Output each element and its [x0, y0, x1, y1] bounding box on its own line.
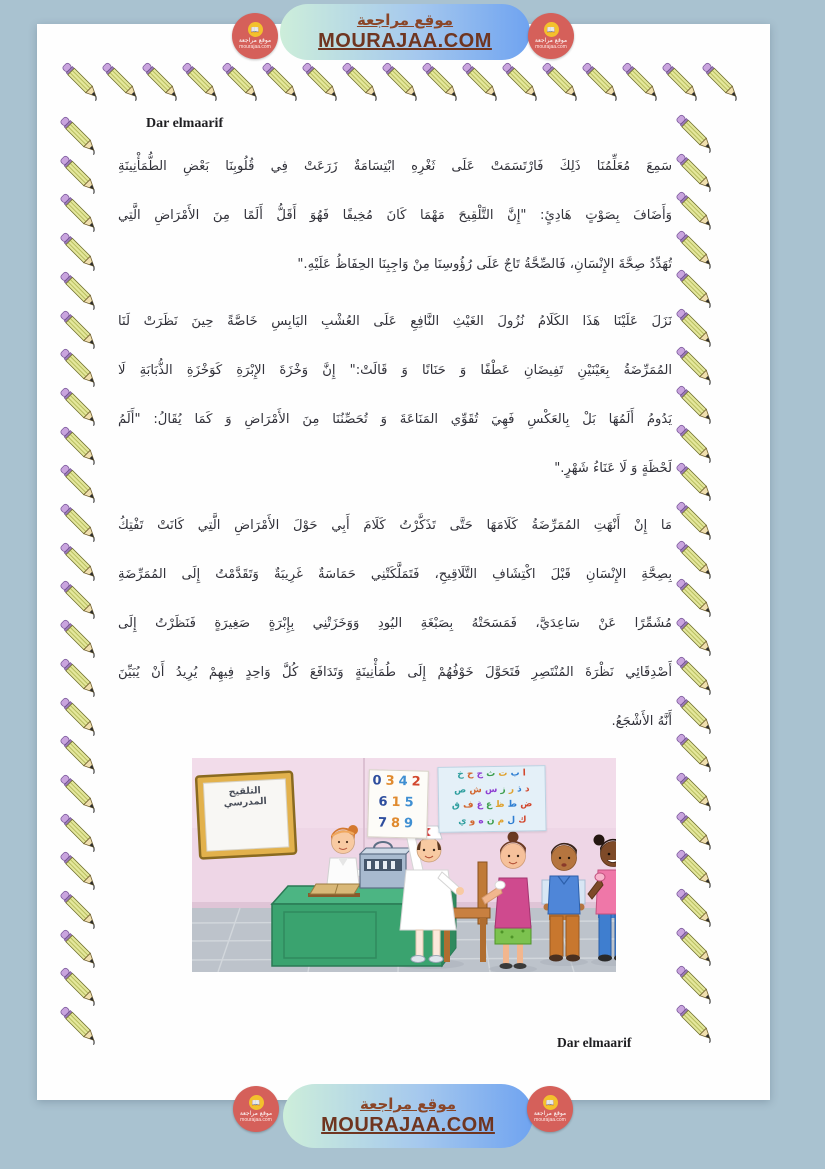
numbers-row: 789	[377, 815, 418, 832]
mourajaa-badge-header-left	[232, 13, 278, 59]
site-banner-header	[280, 4, 530, 60]
arabic-alphabet-poster	[437, 765, 546, 833]
badge-logo-icon: 📖	[249, 1095, 264, 1110]
mourajaa-badge-footer-left	[233, 1086, 279, 1132]
arabic-text-line: بِصِحَّةِ الإِنْسَانِ قَبْلَ اكْتِشَافِ التَّلَاقِيحِ، فَتَمَلَّكَتْنِي حَمَاسَةٌ غَرِيبَةٌ وَتَقَدَّمْتُ إِلَى المُمَرِّضَةِ	[118, 567, 672, 582]
arabic-text-line: نَزَلَ عَلَيْنَا هَذَا الكَلَامُ نُزُولَ الغَيْثِ النَّافِعِ عَلَى العُشْبِ اليَابِسِ خَاصَّةً حِينَ نَظَرَتْ لَنَا	[118, 314, 672, 329]
arabic-text-line: مُشَمِّرًا عَنْ سَاعِدَيَّ، فَمَسَحَتْهُ بِصَبْغَةِ اليُودِ وَوَخَزَتْنِي بِإِبْرَةٍ صَغِيرَةٍ فَنَظَرْتُ إِلَى	[118, 616, 672, 631]
publisher-credit-top: Dar elmaarif	[146, 116, 224, 131]
arabic-text-line: تُهَدِّدُ صِحَّةَ الإِنْسَانِ، فَالصِّحَّةُ تَاجٌ عَلَى رُؤُوسِنَا مِنْ وَاجِبِنَا الحِفَاظُ عَلَيْهِ."	[297, 257, 672, 272]
paragraph-3	[118, 501, 672, 746]
arabic-text-line: مَا إِنْ أَنْهَتِ المُمَرِّضَةُ كَلَامَهَا حَتَّى تَذَكَّرْتُ كَلَامَ أَبِي حَوْلَ الأَمْرَاضِ الَّتِي كَانَتْ تَفْتِكُ	[118, 518, 672, 533]
badge-arabic-text: موقع مراجعة	[238, 37, 272, 44]
badge-domain-text: mourajaa.com	[240, 1117, 272, 1123]
site-banner-footer	[283, 1084, 533, 1148]
arabic-text-line: أَنَّهُ الأَشْجَعُ.	[611, 714, 672, 729]
site-name-arabic[interactable]: موقع مراجعة	[359, 1095, 457, 1113]
badge-logo-icon: 📖	[543, 1095, 558, 1110]
alphabet-row: ا ب ت ث ج ح خ	[457, 768, 526, 780]
badge-arabic-text: موقع مراجعة	[239, 1110, 273, 1117]
arabic-text-line: أَصْدِقَائِي نَظْرَةَ المُنْتَصِرِ فَتَحَوَّلَ خَوْفُهُمْ إِلَى طُمَأْنِينَةٍ وَتَدَافَعَ كُلَّ وَاحِدٍ فِيهِمْ يُرِيدُ أَنْ يُبَيِّنَ	[118, 665, 672, 680]
vaccination-scene-illustration	[192, 758, 616, 972]
badge-logo-icon: 📖	[248, 22, 263, 37]
site-name-arabic[interactable]: موقع مراجعة	[356, 11, 454, 29]
arabic-text-line: وَأَضَافَ بِصَوْتٍ هَادِئٍ: "إِنَّ التَّلْقِيحَ مَهْمَا كَانَ مُخِيفًا فَهُوَ أَقَلُّ أَلَمًا مِنَ الأَمْرَاضِ الَّتِي	[118, 208, 672, 223]
arabic-text-line: لَحْظَةٍ وَ لَا عَنَاءُ شَهْرٍ."	[554, 461, 672, 476]
site-domain-link[interactable]: MOURAJAA.COM	[321, 1114, 495, 1136]
numbers-poster	[367, 769, 429, 839]
numbers-row: 0342	[372, 773, 425, 790]
arabic-text-line: يَدُومُ أَلَمُهَا بَلْ بِالعَكْسِ فَهِيَ تُقَوِّي المَنَاعَةَ وَ تُحَصِّنُنَا مِنَ الأَمْرَاضِ وَ كَمَا يُقَالُ: "أَلَمُ	[118, 412, 672, 427]
alphabet-row: ض ط ظ ع غ ف ق	[451, 799, 533, 811]
badge-arabic-text: موقع مراجعة	[533, 1110, 567, 1117]
mourajaa-badge-footer-right	[527, 1086, 573, 1132]
site-domain-link[interactable]: MOURAJAA.COM	[318, 30, 492, 52]
story-text	[118, 142, 672, 754]
badge-arabic-text: موقع مراجعة	[534, 37, 568, 44]
badge-domain-text: mourajaa.com	[534, 1117, 566, 1123]
arabic-text-line: المُمَرِّضَةُ بِعَيْنَيْنِ تَفِيضَانِ عَطْفًا وَ حَنَانًا وَ قَالَتْ:" إِنَّ وَخْزَةَ الإِبْرَةِ كَوَخْزَةِ الذُّبَابَةِ لَا	[118, 363, 672, 378]
mourajaa-badge-header-right	[528, 13, 574, 59]
open-book	[308, 884, 360, 897]
paragraph-2	[118, 297, 672, 493]
alphabet-row: د ذ ر ز س ش ص	[454, 783, 530, 796]
paragraph-1	[118, 142, 672, 289]
badge-domain-text: mourajaa.com	[535, 44, 567, 50]
vaccine-case	[360, 842, 412, 888]
alphabet-row: ك ل م ن ه و ي	[458, 814, 527, 827]
badge-logo-icon: 📖	[544, 22, 559, 37]
numbers-row: 615	[378, 794, 418, 811]
badge-domain-text: mourajaa.com	[239, 44, 271, 50]
publisher-credit-bottom: Dar elmaarif	[557, 1035, 632, 1050]
whiteboard-title: التلقيح المدرسي	[223, 785, 268, 810]
arabic-text-line: سَمِعَ مُعَلِّمُنَا ذَلِكَ فَارْتَسَمَتْ عَلَى ثَغْرِهِ ابْتِسَامَةٌ زَرَعَتْ فِي قُلُوبِنَا بَعْضِ الطُّمَأْنِينَةِ	[118, 159, 672, 174]
